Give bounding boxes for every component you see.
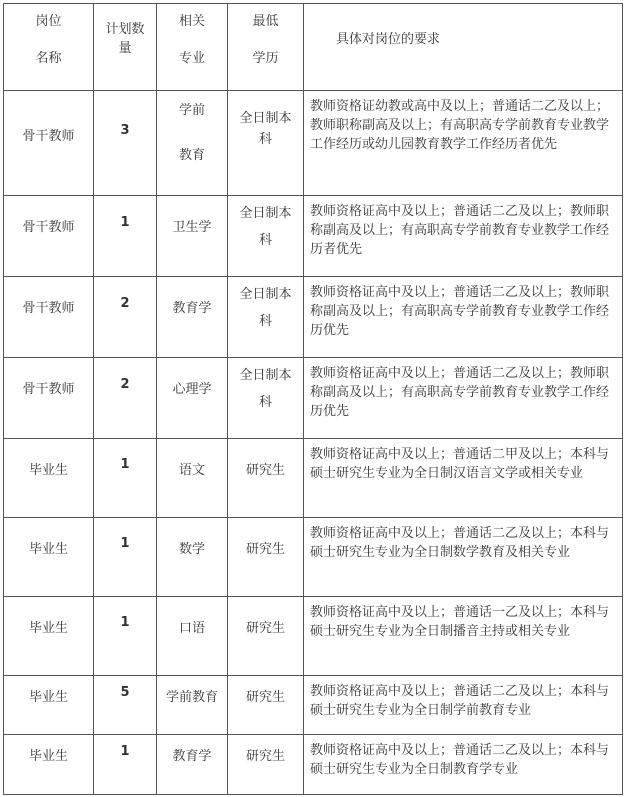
position-label: 骨干教师 [22, 220, 75, 235]
education-cell [228, 358, 304, 439]
major-cell [157, 439, 228, 518]
count-cell [94, 196, 157, 277]
education-cell [228, 277, 304, 358]
requirements-cell: 教师资格证高中及以上；普通话二乙及以上；本科与硕士研究生专业为全日制学前教育专业 [304, 676, 623, 735]
count-value: 1 [120, 615, 130, 630]
count-value: 2 [120, 296, 130, 311]
table-row [4, 196, 623, 277]
position-cell [4, 277, 94, 358]
education-line1: 全日制本 [239, 287, 292, 302]
header-count [94, 4, 157, 91]
header-education [228, 4, 304, 91]
count-value: 1 [120, 744, 130, 759]
education-cell [228, 676, 304, 735]
position-cell [4, 196, 94, 277]
major-cell [157, 676, 228, 735]
header-count-line2: 量 [118, 41, 132, 56]
requirements-cell: 教师资格证高中及以上；普通话二乙及以上；本科与硕士研究生专业为全日制数学教育及相关专业 [304, 518, 623, 597]
count-value: 1 [120, 215, 130, 230]
education-line2: 科 [258, 395, 272, 410]
major-cell [157, 358, 228, 439]
position-label: 毕业生 [28, 749, 68, 764]
requirements-cell: 教师资格证幼教或高中及以上；普通话二乙及以上；教师职称副高及以上；有高职高专学前教育专业教学工作经历或幼儿园教育教学工作经历者优先 [304, 91, 623, 196]
position-cell [4, 358, 94, 439]
position-label: 毕业生 [28, 463, 68, 478]
education-line1: 研究生 [245, 463, 285, 478]
count-value: 1 [120, 536, 130, 551]
position-cell [4, 597, 94, 676]
position-cell [4, 439, 94, 518]
position-label: 骨干教师 [22, 129, 75, 144]
header-position [4, 4, 94, 91]
table-row [4, 277, 623, 358]
header-education-line1: 最低 [252, 14, 279, 29]
major-cell [157, 91, 228, 196]
count-cell [94, 676, 157, 735]
education-cell [228, 597, 304, 676]
major-line1: 口语 [178, 621, 205, 636]
count-cell [94, 735, 157, 795]
major-cell [157, 518, 228, 597]
count-value: 5 [120, 685, 130, 700]
major-line1: 卫生学 [172, 220, 212, 235]
requirements-cell: 教师资格证高中及以上；普通话二乙及以上；教师职称副高及以上；有高职高专学前教育专业教学工作经历优先 [304, 358, 623, 439]
header-education-line2: 学历 [252, 51, 279, 66]
education-cell [228, 518, 304, 597]
education-line1: 研究生 [245, 621, 285, 636]
education-cell [228, 439, 304, 518]
table-row [4, 597, 623, 676]
header-major-line1: 相关 [178, 14, 205, 29]
major-line1: 学前教育 [165, 690, 218, 705]
count-cell [94, 91, 157, 196]
position-label: 骨干教师 [22, 382, 75, 397]
education-line2: 科 [258, 132, 272, 147]
position-cell [4, 518, 94, 597]
position-label: 毕业生 [28, 690, 68, 705]
table-header-row [4, 4, 623, 91]
header-requirements [304, 4, 623, 91]
header-requirements-label: 具体对岗位的要求 [336, 32, 441, 47]
major-line1: 教育学 [172, 301, 212, 316]
requirements-cell: 教师资格证高中及以上；普通话二甲及以上；本科与硕士研究生专业为全日制汉语言文学或相关专业 [304, 439, 623, 518]
education-line1: 研究生 [245, 690, 285, 705]
count-value: 1 [120, 457, 130, 472]
table-row [4, 439, 623, 518]
major-line1: 语文 [178, 463, 205, 478]
header-count-line1: 计划数 [105, 22, 145, 37]
education-line1: 全日制本 [239, 206, 292, 221]
header-major-line2: 专业 [178, 51, 205, 66]
count-cell [94, 518, 157, 597]
education-line2: 科 [258, 314, 272, 329]
requirements-cell: 教师资格证高中及以上；普通话二乙及以上；教师职称副高及以上；有高职高专学前教育专业教学工作经历者优先 [304, 196, 623, 277]
table-row [4, 676, 623, 735]
position-label: 骨干教师 [22, 301, 75, 316]
count-cell [94, 597, 157, 676]
table-row [4, 91, 623, 196]
major-line1: 心理学 [172, 382, 212, 397]
major-cell [157, 597, 228, 676]
major-line1: 学前 [178, 103, 205, 118]
education-cell [228, 91, 304, 196]
requirements-cell: 教师资格证高中及以上；普通话二乙及以上；本科与硕士研究生专业为全日制教育学专业 [304, 735, 623, 795]
header-position-line1: 岗位 [35, 14, 62, 29]
major-line1: 教育学 [172, 749, 212, 764]
major-line1: 数学 [178, 542, 205, 557]
requirements-cell: 教师资格证高中及以上；普通话一乙及以上；本科与硕士研究生专业为全日制播音主持或相关专业 [304, 597, 623, 676]
count-cell [94, 439, 157, 518]
count-value: 2 [120, 377, 130, 392]
education-cell [228, 735, 304, 795]
major-cell [157, 735, 228, 795]
education-line2: 科 [258, 233, 272, 248]
position-cell [4, 91, 94, 196]
table-row [4, 358, 623, 439]
position-cell [4, 735, 94, 795]
position-label: 毕业生 [28, 542, 68, 557]
position-cell [4, 676, 94, 735]
table-row [4, 735, 623, 795]
recruitment-table [3, 3, 623, 795]
education-line1: 全日制本 [239, 368, 292, 383]
major-cell [157, 277, 228, 358]
major-line2: 教育 [178, 148, 205, 163]
requirements-cell: 教师资格证高中及以上；普通话二乙及以上；教师职称副高及以上；有高职高专学前教育专业教学工作经历优先 [304, 277, 623, 358]
position-label: 毕业生 [28, 621, 68, 636]
header-position-line2: 名称 [35, 51, 62, 66]
header-major [157, 4, 228, 91]
education-cell [228, 196, 304, 277]
count-value: 3 [120, 123, 130, 138]
major-cell [157, 196, 228, 277]
table-row [4, 518, 623, 597]
education-line1: 研究生 [245, 542, 285, 557]
education-line1: 研究生 [245, 749, 285, 764]
count-cell [94, 277, 157, 358]
education-line1: 全日制本 [239, 111, 292, 126]
count-cell [94, 358, 157, 439]
